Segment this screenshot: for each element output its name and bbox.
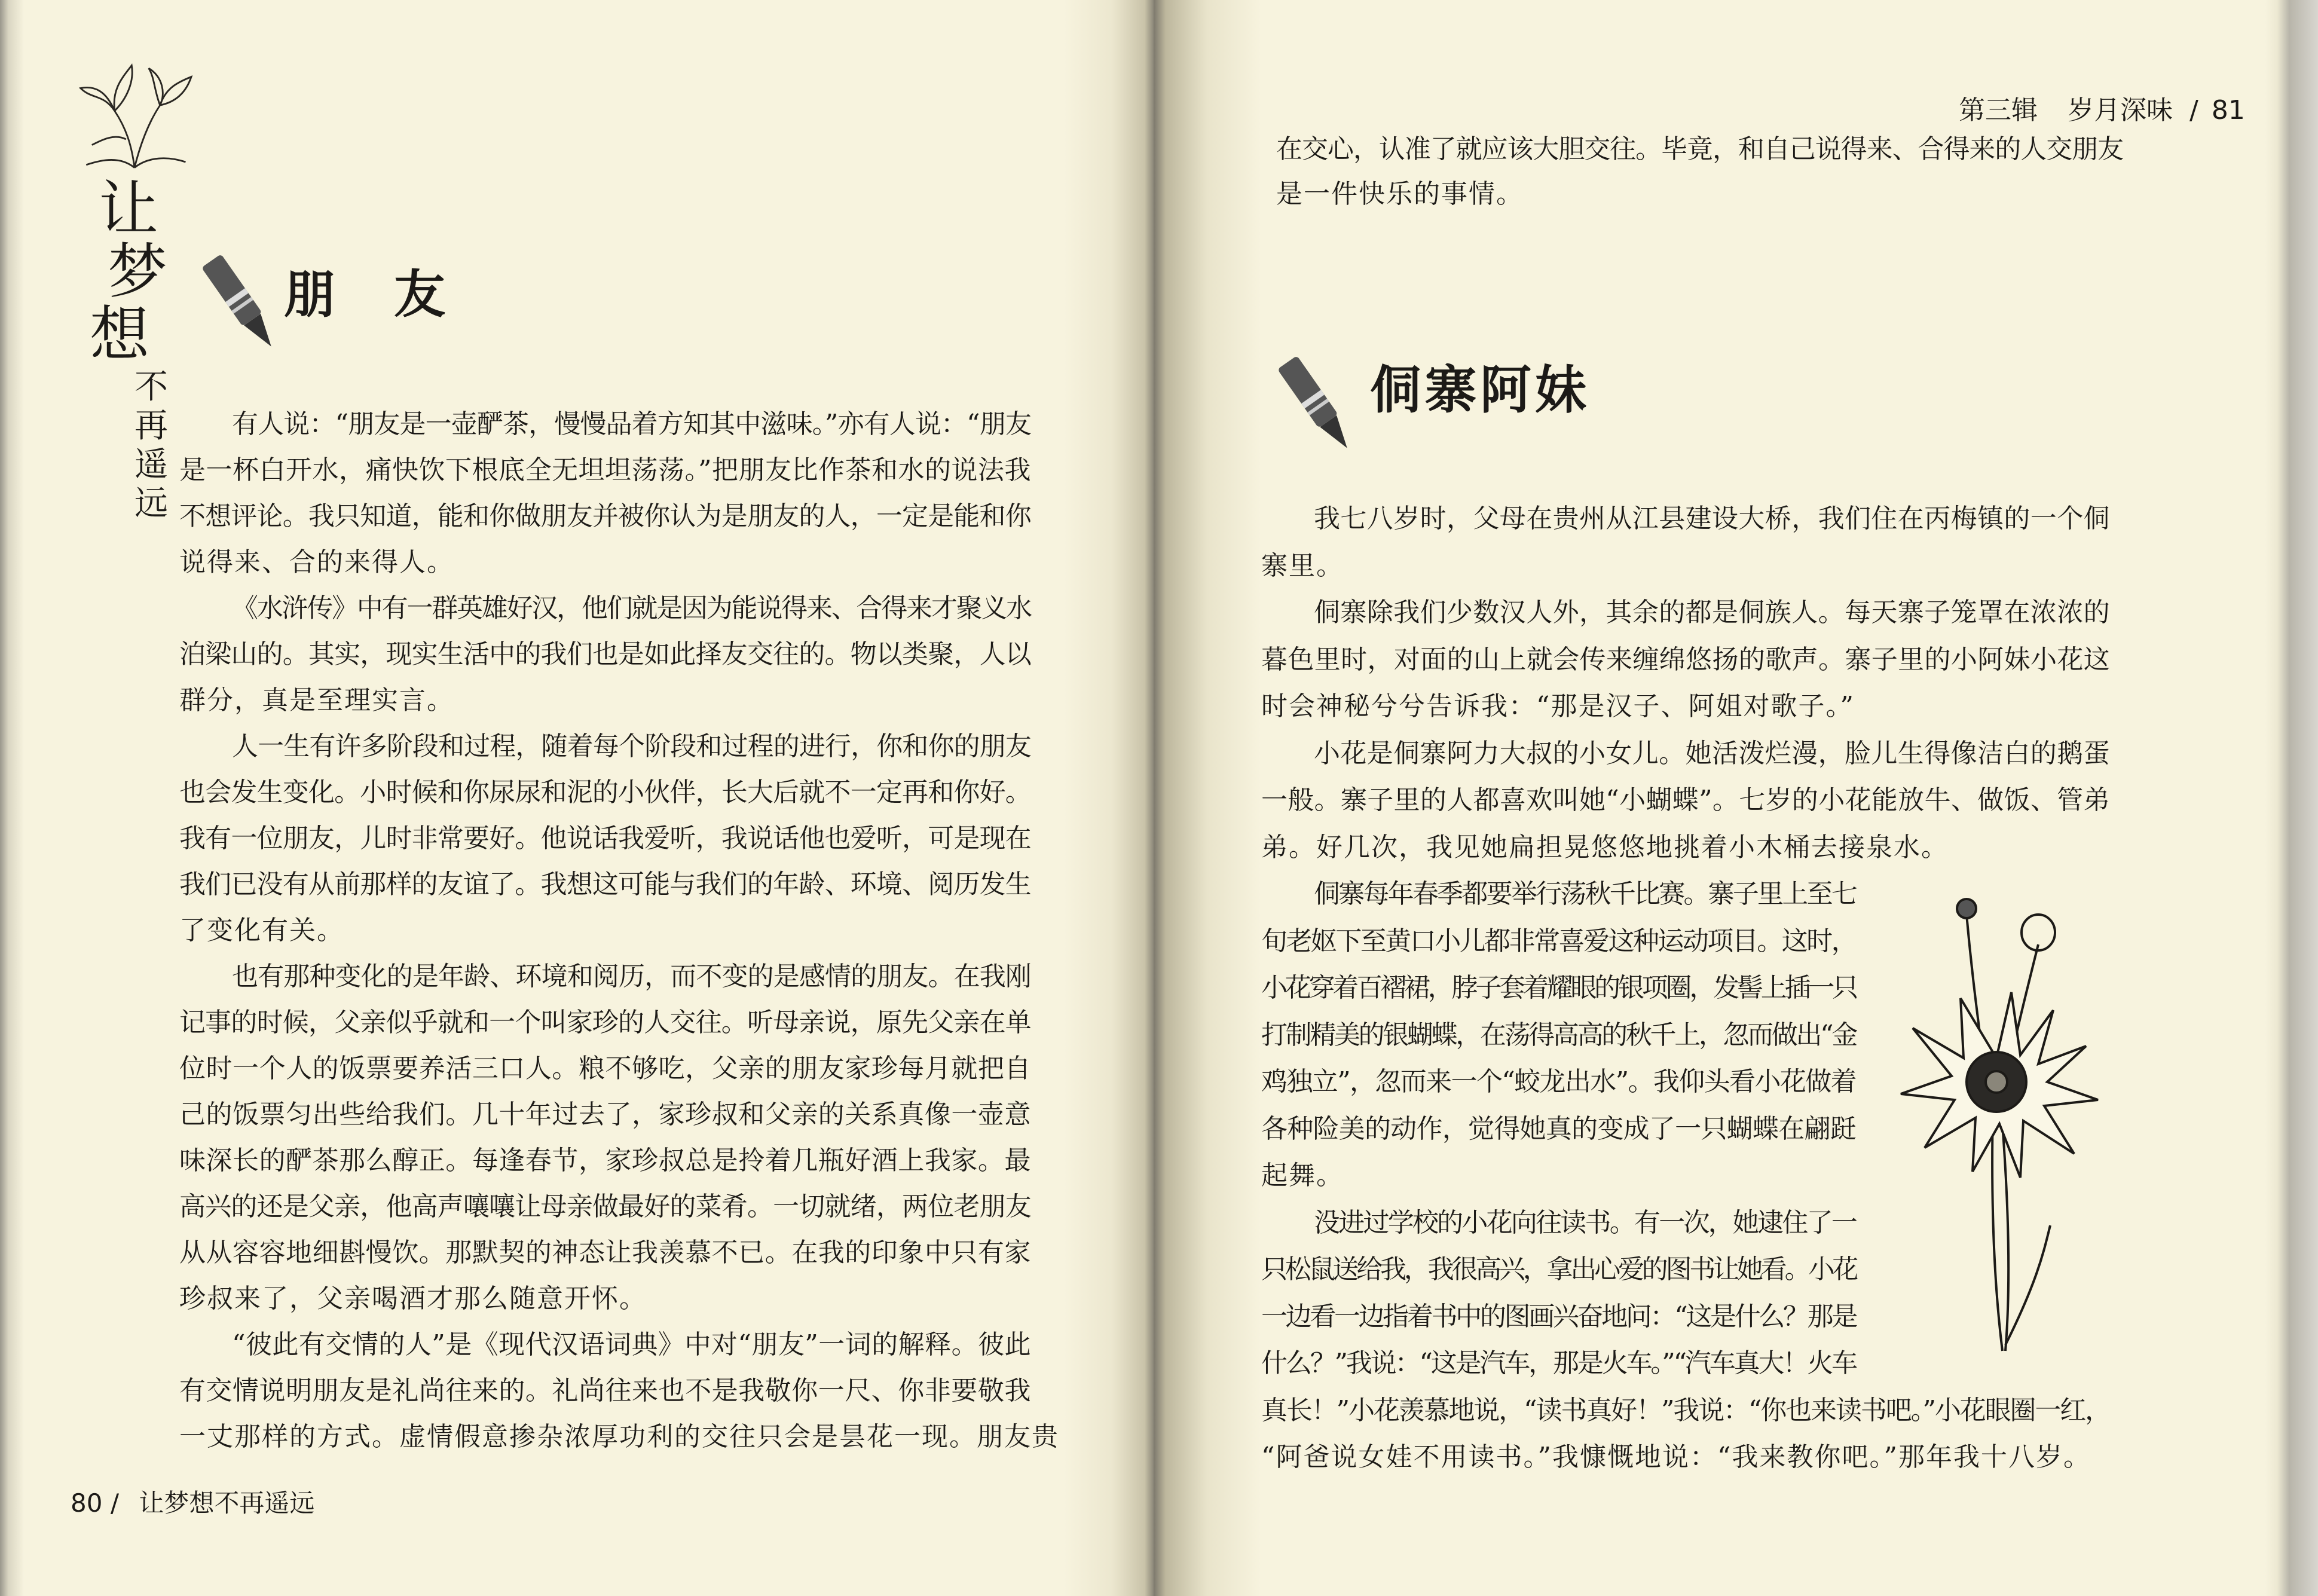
book-title: 让梦想不再遥远 bbox=[139, 1488, 315, 1518]
page-header bbox=[1959, 96, 2245, 126]
fountain-pen-icon bbox=[197, 251, 287, 359]
text-line: 从从容容地细斟慢饮。那默契的神态让我羡慕不已。在我的印象中只有家 bbox=[179, 1237, 1031, 1268]
fountain-pen-icon bbox=[1273, 353, 1363, 460]
text-line: 说得来、合的来得人。 bbox=[179, 547, 454, 577]
text-line: 记事的时候，父亲似乎就和一个叫家珍的人交往。听母亲说，原先父亲在单 bbox=[179, 1007, 1031, 1038]
text-line: 鸡独立”，忽而来一个“蛟龙出水”。我仰头看小花做着 bbox=[1261, 1066, 1856, 1097]
footer-separator: / bbox=[110, 1488, 119, 1518]
series-title-char: 远 bbox=[134, 484, 168, 523]
text-line: “阿爸说女娃不用读书。”我慷慨地说：“我来教你吧。”那年我十八岁。 bbox=[1261, 1442, 2091, 1472]
text-line: 珍叔来了，父亲喝酒才那么随意开怀。 bbox=[179, 1283, 647, 1314]
text-line: 是一件快乐的事情。 bbox=[1276, 179, 1524, 209]
series-title-char: 想 bbox=[90, 299, 149, 369]
text-line: 我们已没有从前那样的友谊了。我想这可能与我们的年龄、环境、阅历发生 bbox=[179, 869, 1031, 900]
flower-sketch-icon bbox=[66, 60, 203, 173]
text-line: 弟。好几次，我见她扁担晃悠悠地挑着小木桶去接泉水。 bbox=[1261, 831, 1949, 863]
header-separator: / bbox=[2189, 95, 2198, 126]
page-number: 80 bbox=[71, 1488, 103, 1518]
text-line: 我有一位朋友，儿时非常要好。他说话我爱听，我说话他也爱听，可是现在 bbox=[179, 823, 1031, 854]
text-line: 高兴的还是父亲，他高声嚷嚷让母亲做最好的菜肴。一切就绪，两位老朋友 bbox=[179, 1191, 1031, 1222]
text-line: 《水浒传》中有一群英雄好汉，他们就是因为能说得来、合得来才聚义水 bbox=[232, 593, 1031, 623]
text-line: 人一生有许多阶段和过程，随着每个阶段和过程的进行，你和你的朋友 bbox=[232, 731, 1032, 762]
text-line: 了变化有关。 bbox=[179, 915, 344, 946]
page-footer bbox=[71, 1488, 314, 1518]
series-title-char: 梦 bbox=[108, 237, 167, 307]
text-line: 真长！”小花羡慕地说，“读书真好！”我说：“你也来读书吧。”小花眼圈一红， bbox=[1261, 1395, 2111, 1426]
text-line: 一边看一边指着书中的图画兴奋地问：“这是什么？那是 bbox=[1261, 1301, 1856, 1332]
text-line: 有人说：“朋友是一壶酽茶，慢慢品着方知其中滋味。”亦有人说：“朋友 bbox=[232, 409, 1032, 439]
text-line: “彼此有交情的人”是《现代汉语词典》中对“朋友”一词的解释。彼此 bbox=[232, 1329, 1032, 1360]
text-line: 旬老妪下至黄口小儿都非常喜爱这种运动项目。这时， bbox=[1261, 925, 1857, 956]
text-line: 也会发生变化。小时候和你尿尿和泥的小伙伴，长大后就不一定再和你好。 bbox=[179, 777, 1031, 808]
text-line: 在交心，认准了就应该大胆交往。毕竟，和自己说得来、合得来的人交朋友 bbox=[1276, 134, 2124, 164]
text-line: 小花穿着百褶裙，脖子套着耀眼的银项圈，发髻上插一只 bbox=[1261, 973, 1856, 1003]
article-title: 侗寨阿妹 bbox=[1370, 360, 1590, 420]
text-line: 各种险美的动作，觉得她真的变成了一只蝴蝶在翩跹 bbox=[1261, 1113, 1856, 1144]
text-line: 有交情说明朋友是礼尚往来的。礼尚往来也不是我敬你一尺、你非要敬我 bbox=[179, 1375, 1031, 1406]
right-page bbox=[1154, 0, 2318, 1596]
series-title-char: 再 bbox=[134, 406, 168, 445]
series-title-char: 让 bbox=[99, 174, 158, 244]
text-line: 也有那种变化的是年龄、环境和阅历，而不变的是感情的朋友。在我刚 bbox=[232, 961, 1032, 992]
text-line: 侗寨除我们少数汉人外，其余的都是侗族人。每天寨子笼罩在浓浓的 bbox=[1314, 597, 2110, 628]
text-line: 只松鼠送给我，我很高兴，拿出心爱的图书让她看。小花 bbox=[1261, 1254, 1856, 1285]
section-label: 第三辑 bbox=[1959, 95, 2038, 126]
section-title: 岁月深味 bbox=[2068, 95, 2173, 126]
text-line: 一般。寨子里的人都喜欢叫她“小蝴蝶”。七岁的小花能放牛、做饭、管弟 bbox=[1261, 785, 2110, 815]
text-line: 我七八岁时，父母在贵州从江县建设大桥，我们住在丙梅镇的一个侗 bbox=[1314, 503, 2110, 534]
series-title-char: 遥 bbox=[134, 445, 168, 484]
text-line: 泊梁山的。其实，现实生活中的我们也是如此择友交往的。物以类聚，人以 bbox=[179, 639, 1031, 669]
text-line: 群分，真是至理实言。 bbox=[179, 685, 454, 716]
text-line: 一丈那样的方式。虚情假意掺杂浓厚功利的交往只会是昙花一现。朋友贵 bbox=[179, 1421, 1059, 1452]
page-number: 81 bbox=[2211, 95, 2245, 126]
text-line: 侗寨每年春季都要举行荡秋千比赛。寨子里上至七 bbox=[1314, 879, 1857, 909]
text-line: 什么？”我说：“这是汽车，那是火车。”“汽车真大！火车 bbox=[1261, 1348, 1856, 1378]
text-line: 己的饭票匀出些给我们。几十年过去了，家珍叔和父亲的关系真像一壶意 bbox=[179, 1099, 1031, 1130]
left-page bbox=[0, 0, 1154, 1596]
text-line: 寨里。 bbox=[1261, 550, 1344, 581]
article-title: 朋 友 bbox=[284, 264, 449, 325]
text-line: 小花是侗寨阿力大叔的小女儿。她活泼烂漫，脸儿生得像洁白的鹅蛋 bbox=[1314, 738, 2110, 769]
text-line: 是一杯白开水，痛快饮下根底全无坦坦荡荡。”把朋友比作茶和水的说法我 bbox=[179, 455, 1031, 485]
daisy-illustration-icon bbox=[1889, 891, 2128, 1357]
text-line: 味深长的酽茶那么醇正。每逢春节，家珍叔总是拎着几瓶好酒上我家。最 bbox=[179, 1145, 1031, 1176]
text-line: 位时一个人的饭票要养活三口人。粮不够吃，父亲的朋友家珍每月就把自 bbox=[179, 1053, 1031, 1084]
text-line: 起舞。 bbox=[1261, 1160, 1344, 1191]
text-line: 暮色里时，对面的山上就会传来缠绵悠扬的歌声。寨子里的小阿妹小花这 bbox=[1261, 644, 2111, 675]
text-line: 没进过学校的小花向往读书。有一次，她逮住了一 bbox=[1314, 1207, 1857, 1238]
text-line: 时会神秘兮兮告诉我：“那是汉子、阿姐对歌子。” bbox=[1261, 691, 1855, 721]
text-line: 打制精美的银蝴蝶，在荡得高高的秋千上，忽而做出“金 bbox=[1261, 1019, 1856, 1050]
text-line: 不想评论。我只知道，能和你做朋友并被你认为是朋友的人，一定是能和你 bbox=[179, 501, 1031, 531]
series-title-char: 不 bbox=[134, 368, 168, 406]
